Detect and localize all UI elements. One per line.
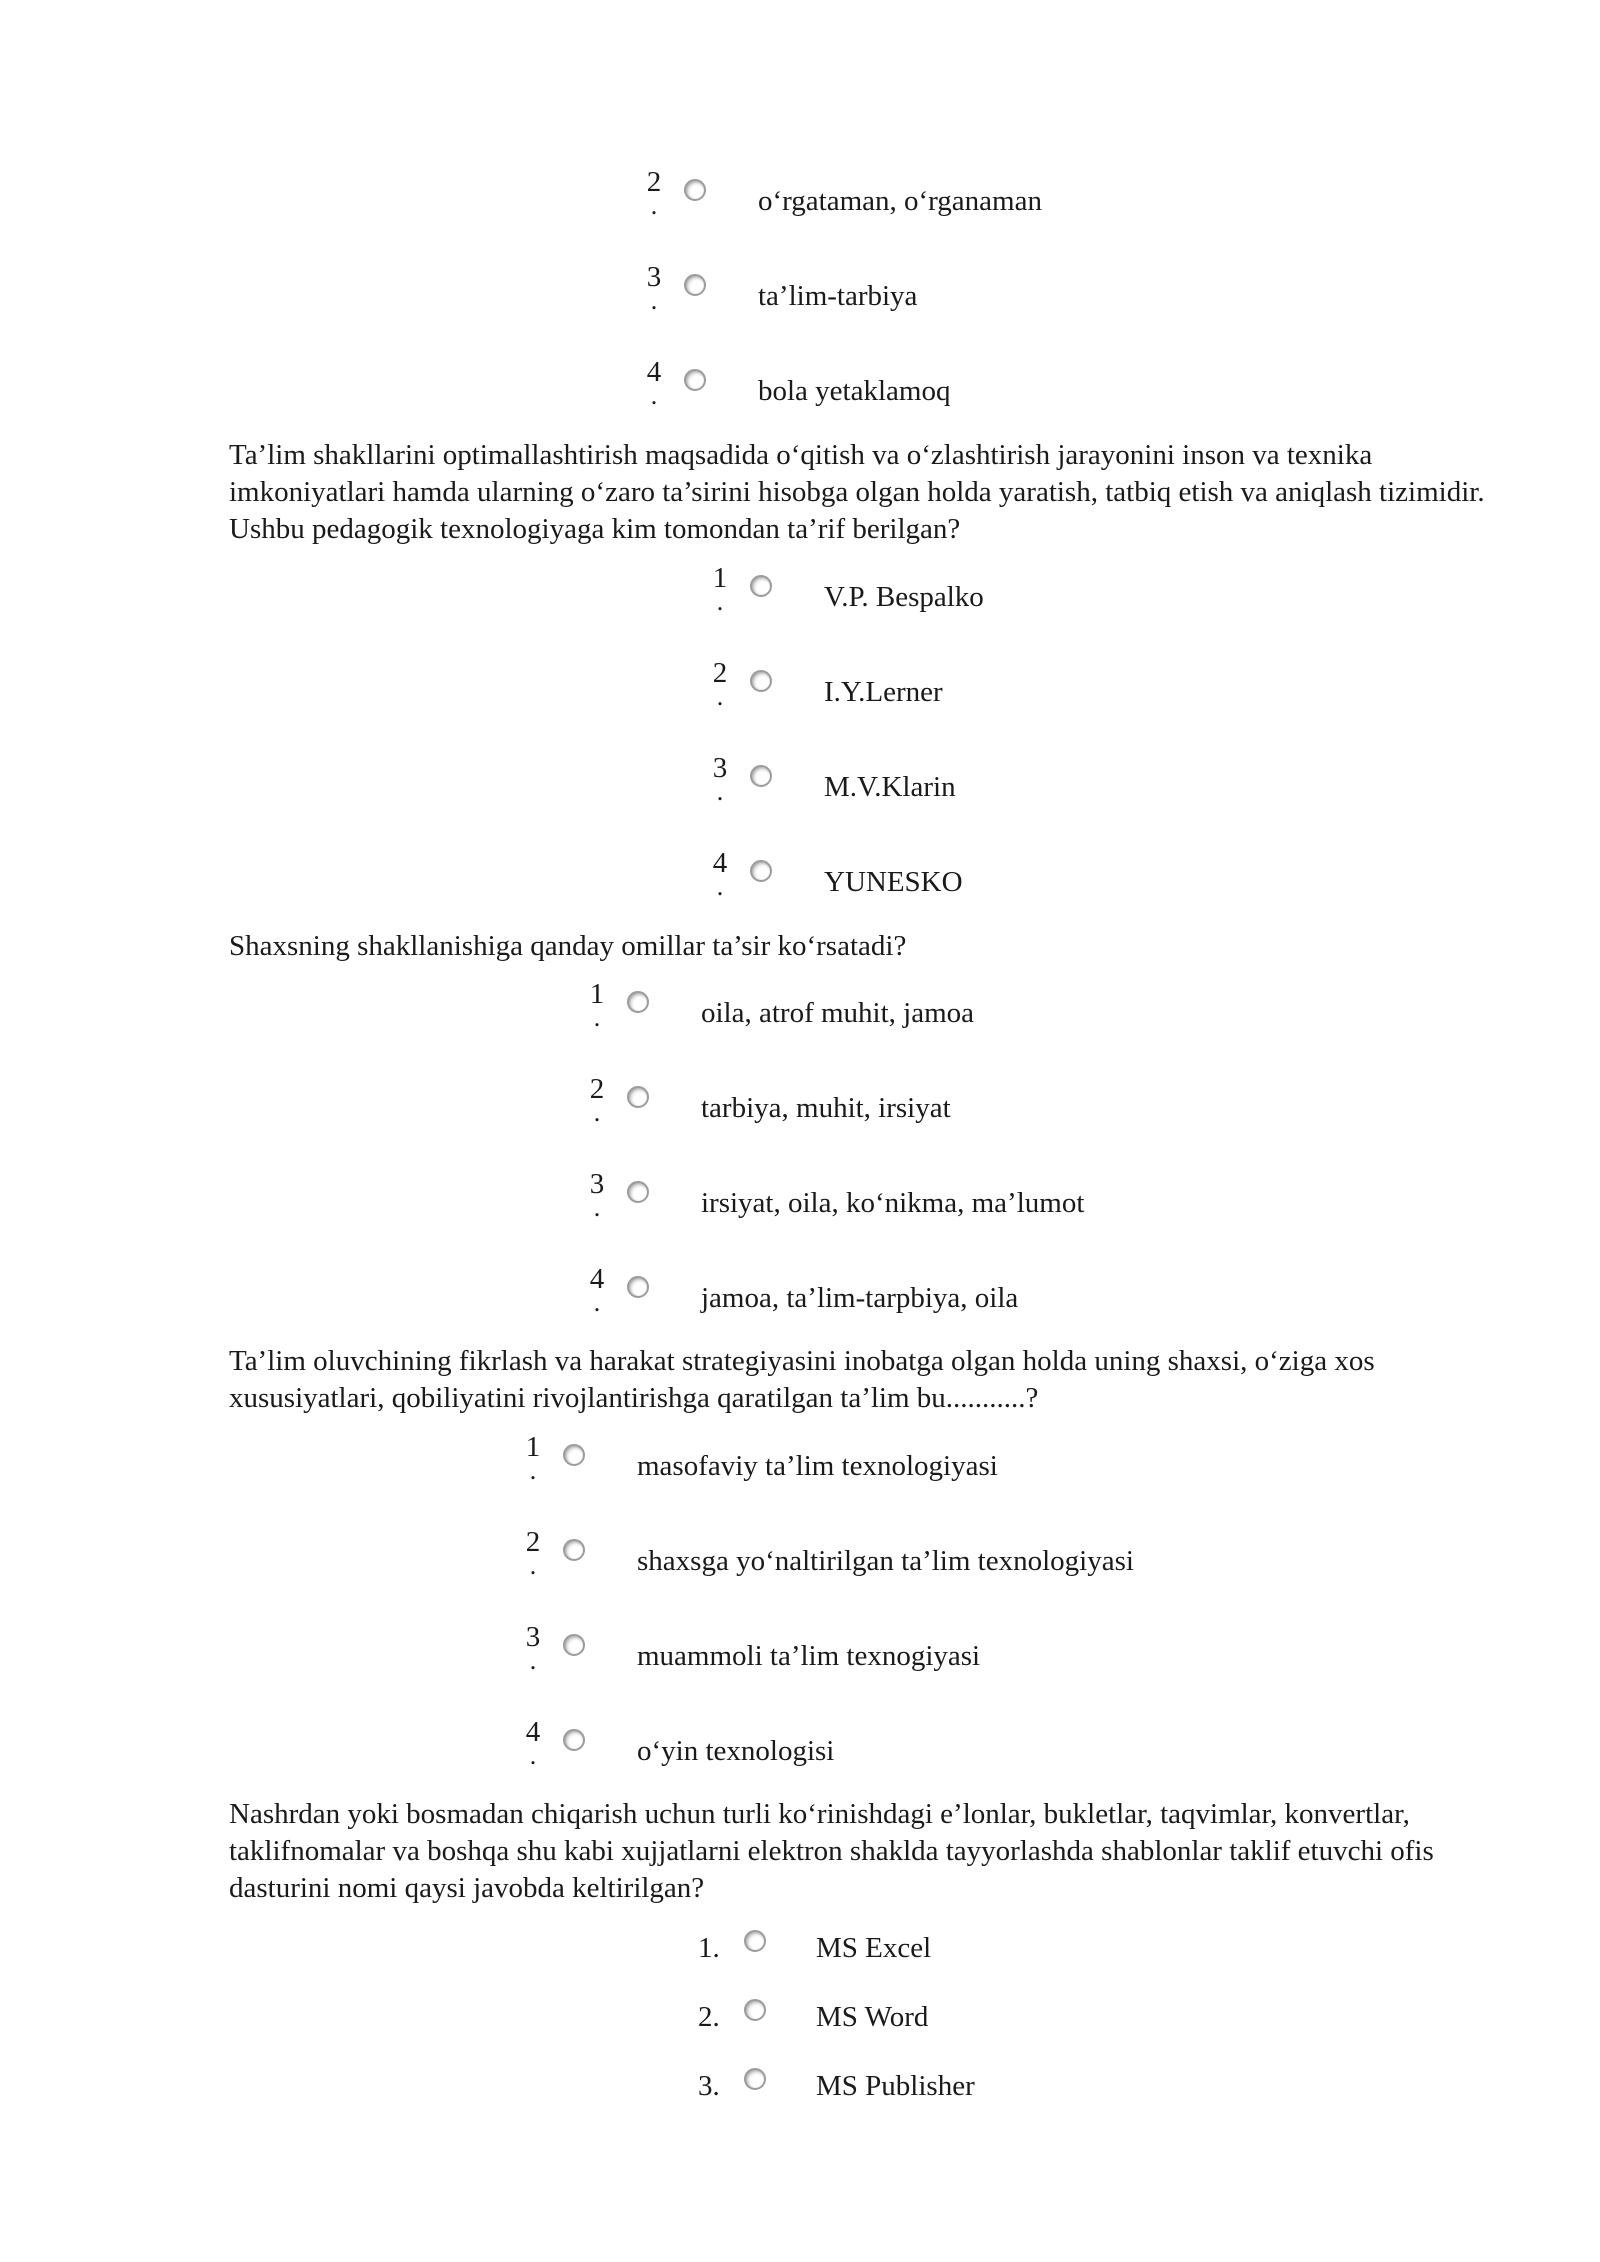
option-number-dot: . (650, 191, 658, 220)
option-number-dot: . (716, 587, 724, 616)
option-number: 1 (525, 1431, 541, 1463)
radio-button-icon[interactable] (750, 575, 772, 597)
option-label: oila, atrof muhit, jamoa (701, 997, 975, 1029)
radio-button-icon[interactable] (684, 179, 706, 201)
radio-button-icon[interactable] (627, 1086, 649, 1108)
option-label: MS Excel (816, 1932, 932, 1964)
option-number: 4 (589, 1263, 605, 1295)
option-label: o‘yin texnologisi (637, 1735, 835, 1767)
option-number: 2 (712, 657, 728, 689)
option-number: 2 (525, 1526, 541, 1558)
option-number: 2 (589, 1073, 605, 1105)
option-label: irsiyat, oila, ko‘nikma, ma’lumot (701, 1187, 1085, 1219)
option-label: MS Publisher (816, 2070, 975, 2102)
option-label: YUNESKO (824, 866, 963, 898)
option-number: 4 (712, 847, 728, 879)
option-label: ta’lim-tarbiya (758, 280, 918, 312)
option-label: muammoli ta’lim texnogiyasi (637, 1640, 981, 1672)
option-label: V.P. Bespalko (824, 581, 984, 613)
option-number: 4 (525, 1716, 541, 1748)
option-number-dot: . (593, 1193, 601, 1222)
radio-button-icon[interactable] (750, 765, 772, 787)
option-number: 4 (646, 356, 662, 388)
option-label: masofaviy ta’lim texnologiyasi (637, 1450, 998, 1482)
radio-button-icon[interactable] (744, 1999, 766, 2021)
option-number: 1 (589, 978, 605, 1010)
question-text: Ta’lim shakllarini optimallashtirish maqsadida o‘qitish va o‘zlashtirish jarayonini inson va texnika imkoniyatlari hamda ularning o‘zaro ta’sirini hisobga olgan holda yaratish, tatbiq etish va aniqlash tizimidir. Ushbu pedagogik texnologiyaga kim tomondan ta’rif berilgan? (229, 439, 1485, 545)
option-number: 3 (525, 1621, 541, 1653)
option-number-dot: . (650, 381, 658, 410)
radio-button-icon[interactable] (744, 2068, 766, 2090)
option-number: 2 (646, 166, 662, 198)
radio-button-icon[interactable] (750, 860, 772, 882)
option-number: 1 (712, 562, 728, 594)
question-text: Ta’lim oluvchining fikrlash va harakat strategiyasini inobatga olgan holda uning shaxsi, o‘ziga xos xususiyatlari, qobiliyatini rivojlantirishga qaratilgan ta’lim bu...........? (229, 1345, 1375, 1414)
option-label: o‘rgataman, o‘rganaman (758, 185, 1042, 217)
option-label: shaxsga yo‘naltirilgan ta’lim texnologiyasi (637, 1545, 1134, 1577)
option-number-dot: . (716, 777, 724, 806)
radio-button-icon[interactable] (684, 369, 706, 391)
option-number: 3. (698, 2070, 720, 2102)
option-label: M.V.Klarin (824, 771, 956, 803)
option-number-dot: . (650, 286, 658, 315)
option-label: jamoa, ta’lim-tarpbiya, oila (701, 1282, 1019, 1314)
option-number-dot: . (529, 1741, 537, 1770)
radio-button-icon[interactable] (627, 1181, 649, 1203)
option-number-dot: . (716, 872, 724, 901)
radio-button-icon[interactable] (563, 1539, 585, 1561)
radio-button-icon[interactable] (563, 1444, 585, 1466)
radio-button-icon[interactable] (750, 670, 772, 692)
option-number-dot: . (716, 682, 724, 711)
option-number-dot: . (593, 1098, 601, 1127)
option-number-dot: . (529, 1456, 537, 1485)
option-label: tarbiya, muhit, irsiyat (701, 1092, 951, 1124)
option-label: I.Y.Lerner (824, 676, 943, 708)
option-label: bola yetaklamoq (758, 375, 951, 407)
option-number: 3 (712, 752, 728, 784)
option-number-dot: . (593, 1288, 601, 1317)
question-text: Shaxsning shakllanishiga qanday omillar ta’sir ko‘rsatadi? (229, 930, 907, 962)
radio-button-icon[interactable] (627, 1276, 649, 1298)
radio-button-icon[interactable] (563, 1634, 585, 1656)
radio-button-icon[interactable] (684, 274, 706, 296)
option-number-dot: . (529, 1551, 537, 1580)
option-label: MS Word (816, 2001, 929, 2033)
option-number-dot: . (529, 1646, 537, 1675)
option-number: 3 (589, 1168, 605, 1200)
radio-button-icon[interactable] (627, 991, 649, 1013)
option-number-dot: . (593, 1003, 601, 1032)
option-number: 2. (698, 2001, 720, 2033)
option-number: 1. (698, 1932, 720, 1964)
option-number: 3 (646, 261, 662, 293)
radio-button-icon[interactable] (563, 1729, 585, 1751)
question-text: Nashrdan yoki bosmadan chiqarish uchun turli ko‘rinishdagi e’lonlar, bukletlar, taqvimlar, konvertlar, taklifnomalar va boshqa shu kabi xujjatlarni elektron shaklda tayyorlashda shablonlar taklif etuvchi ofis dasturini nomi qaysi javobda keltirilgan? (229, 1798, 1434, 1904)
radio-button-icon[interactable] (744, 1930, 766, 1952)
